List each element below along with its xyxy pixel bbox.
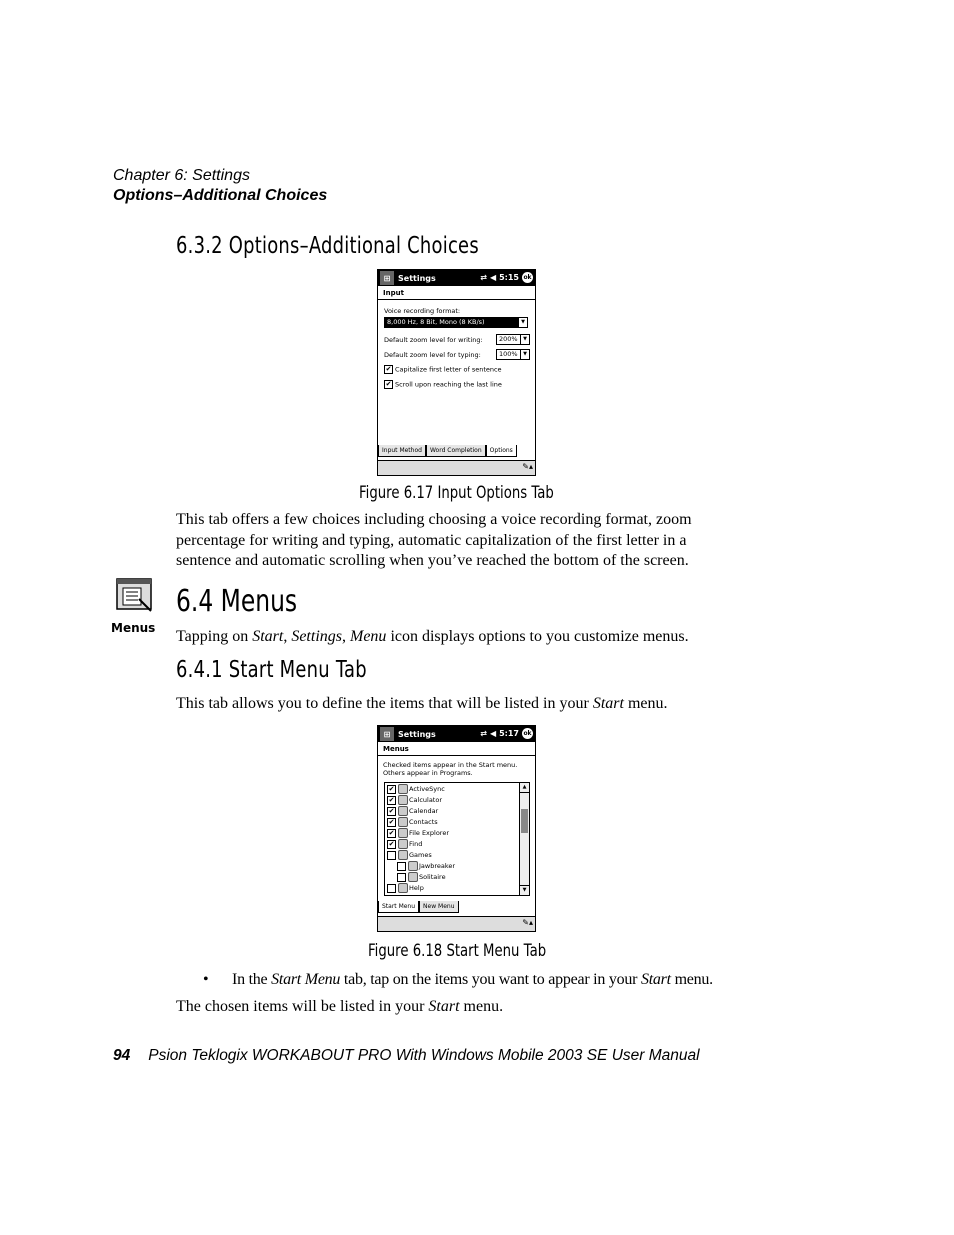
app-icon	[398, 795, 408, 805]
manual-title: Psion Teklogix WORKABOUT PRO With Windows Mobile 2003 SE User Manual	[148, 1047, 700, 1064]
item-checkbox[interactable]: ✔	[388, 839, 395, 848]
page-number: 94	[113, 1047, 131, 1064]
zoom-typing-dropdown[interactable]	[496, 349, 530, 360]
start-menu-paragraph	[176, 694, 668, 715]
capitalize-option[interactable]	[384, 365, 502, 374]
text: This tab allows you to define the items that will be listed in your	[176, 695, 593, 712]
item-checkbox[interactable]	[387, 851, 396, 860]
tab-new-menu[interactable]: New Menu	[419, 901, 458, 913]
voice-format-value: 8,000 Hz, 8 Bit, Mono (8 KB/s)	[387, 318, 485, 326]
voice-format-label: Voice recording format:	[384, 307, 461, 315]
app-icon	[408, 872, 418, 882]
item-label: Contacts	[409, 818, 438, 826]
zoom-writing-label: Default zoom level for writing:	[384, 336, 483, 344]
item-label: Solitaire	[419, 873, 446, 881]
menus-paragraph	[176, 627, 689, 648]
zoom-writing-value: 200%	[499, 335, 518, 343]
clock-text: 5:15	[499, 273, 519, 282]
windows-flag-icon: ⊞	[380, 727, 394, 741]
title-bar	[378, 270, 535, 286]
keyboard-icon[interactable]: ✎▴	[522, 462, 533, 471]
zoom-writing-dropdown[interactable]	[496, 334, 530, 345]
app-icon	[398, 828, 408, 838]
keyboard-icon[interactable]: ✎▴	[522, 918, 533, 927]
app-icon	[398, 839, 408, 849]
menus-icon	[113, 577, 155, 613]
speaker-icon: ◀	[489, 729, 497, 738]
list-item[interactable]	[387, 850, 517, 861]
connectivity-icon: ⇄	[480, 273, 487, 282]
app-icon	[398, 850, 408, 860]
capitalize-label: Capitalize first letter of sentence	[395, 365, 502, 374]
scroll-down-icon[interactable]: ▼	[520, 885, 529, 895]
list-item[interactable]	[387, 784, 517, 795]
tab-input-method[interactable]: Input Method	[378, 445, 426, 457]
list-item[interactable]	[387, 795, 517, 806]
instructions-line-2: Others appear in Programs.	[383, 769, 473, 777]
voice-format-dropdown[interactable]	[384, 317, 528, 328]
start-menu-term: Start Menu	[271, 971, 341, 988]
start-menu-screenshot	[377, 725, 536, 932]
speaker-icon: ◀	[489, 273, 497, 282]
item-checkbox[interactable]: ✔	[388, 784, 395, 793]
text: menu.	[459, 998, 504, 1015]
start-term: Start	[640, 971, 671, 988]
list-items	[387, 784, 517, 894]
chevron-down-icon: ▼	[520, 350, 529, 359]
chevron-down-icon: ▼	[520, 335, 529, 344]
list-item[interactable]	[387, 861, 517, 872]
item-checkbox[interactable]: ✔	[388, 828, 395, 837]
list-item[interactable]	[387, 817, 517, 828]
app-icon	[398, 784, 408, 794]
capitalize-checkbox[interactable]: ✔	[385, 365, 392, 373]
ok-button[interactable]: ok	[523, 274, 532, 281]
zoom-typing-value: 100%	[499, 350, 518, 358]
item-label: Jawbreaker	[419, 862, 456, 870]
text: The chosen items will be listed in your	[176, 998, 429, 1015]
title-text: Settings	[398, 729, 436, 739]
connectivity-icon: ⇄	[480, 729, 487, 738]
heading-6-4: 6.4 Menus	[176, 584, 298, 619]
windows-flag-icon: ⊞	[380, 271, 394, 285]
options-paragraph: This tab offers a few choices including choosing a voice recording format, zoom percentage for writing and typing, automatic capitalization of the first letter in a sentence and automatic scrolling when you’ve reached the bottom of the screen.	[176, 511, 692, 569]
scroll-thumb[interactable]	[521, 809, 528, 833]
section-header: Options–Additional Choices	[113, 187, 328, 204]
text: Tapping on	[176, 628, 253, 645]
item-checkbox[interactable]: ✔	[388, 806, 395, 815]
item-label: ActiveSync	[409, 785, 445, 793]
app-icon	[398, 806, 408, 816]
text: tab, tap on the items you want to appear in your	[340, 971, 641, 988]
start-term: Start	[592, 695, 624, 712]
text: menu.	[623, 695, 668, 712]
tab-start-menu[interactable]: Start Menu	[378, 901, 419, 913]
text: menu.	[670, 971, 713, 988]
input-section-label: Input	[378, 286, 535, 300]
item-checkbox[interactable]	[397, 862, 406, 871]
chapter-header: Chapter 6: Settings	[113, 167, 250, 184]
ok-button[interactable]: ok	[523, 730, 532, 737]
chevron-down-icon: ▼	[518, 318, 527, 327]
item-label: Games	[409, 851, 432, 859]
item-label: Calendar	[409, 807, 439, 815]
instructions-line-1: Checked items appear in the Start menu.	[383, 761, 518, 769]
settings-term: Settings	[291, 628, 342, 645]
list-item[interactable]	[387, 806, 517, 817]
figure-6-18-caption: Figure 6.18 Start Menu Tab	[368, 941, 547, 961]
page-footer	[113, 1047, 700, 1065]
bullet-text	[232, 970, 713, 991]
list-item[interactable]	[387, 828, 517, 839]
item-checkbox[interactable]	[397, 873, 406, 882]
start-menu-list[interactable]	[384, 782, 530, 896]
title-text: Settings	[398, 273, 436, 283]
list-item[interactable]	[387, 883, 517, 894]
scroll-option[interactable]	[384, 380, 502, 389]
closing-paragraph	[176, 997, 503, 1018]
item-checkbox[interactable]: ✔	[388, 817, 395, 826]
item-label: Find	[409, 840, 423, 848]
app-icon	[398, 883, 408, 893]
bullet-marker: •	[203, 971, 209, 988]
text: In the	[232, 971, 272, 988]
scroll-up-icon[interactable]: ▲	[520, 783, 529, 793]
menus-icon-label: Menus	[111, 621, 156, 635]
scroll-checkbox[interactable]: ✔	[385, 380, 392, 388]
heading-6-4-1: 6.4.1 Start Menu Tab	[176, 657, 367, 683]
tab-strip	[378, 901, 535, 913]
scrollbar[interactable]	[519, 783, 529, 895]
menu-term: Menu	[350, 628, 387, 645]
scroll-label: Scroll upon reaching the last line	[395, 380, 502, 389]
item-label: File Explorer	[409, 829, 450, 837]
item-label: Calculator	[409, 796, 443, 804]
item-label: Help	[409, 884, 424, 892]
heading-6-3-2: 6.3.2 Options–Additional Choices	[176, 233, 479, 259]
input-options-screenshot	[377, 269, 536, 476]
app-icon	[408, 861, 418, 871]
clock-text: 5:17	[499, 729, 519, 738]
text: ,	[283, 628, 292, 645]
tab-word-completion[interactable]: Word Completion	[426, 445, 486, 457]
figure-6-17-caption: Figure 6.17 Input Options Tab	[359, 483, 554, 503]
text: ,	[342, 628, 350, 645]
list-item[interactable]	[387, 839, 517, 850]
menus-section-label: Menus	[378, 742, 535, 756]
app-icon	[398, 817, 408, 827]
command-bar	[378, 916, 535, 931]
text: icon displays options to you customize menus.	[386, 628, 689, 645]
item-checkbox[interactable]	[387, 884, 396, 893]
title-bar	[378, 726, 535, 742]
list-item[interactable]	[387, 872, 517, 883]
item-checkbox[interactable]: ✔	[388, 795, 395, 804]
start-term: Start	[252, 628, 284, 645]
start-term: Start	[428, 998, 460, 1015]
zoom-typing-label: Default zoom level for typing:	[384, 351, 481, 359]
tab-options[interactable]: Options	[486, 445, 517, 457]
command-bar	[378, 460, 535, 475]
tab-strip	[378, 445, 535, 457]
